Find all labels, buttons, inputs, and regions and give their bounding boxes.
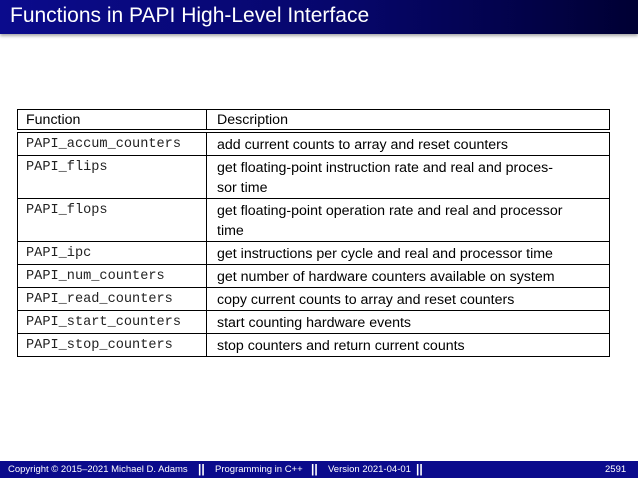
slide-title-bar	[0, 0, 638, 34]
table-body	[17, 132, 610, 357]
table-row	[18, 242, 609, 265]
slide-footer	[0, 461, 638, 478]
table-row	[18, 265, 609, 288]
function-name: PAPI_flips	[18, 156, 207, 198]
table-row	[18, 334, 609, 357]
description-line: time	[217, 223, 244, 239]
footer-separator: ||	[311, 462, 318, 476]
functions-table	[17, 109, 610, 357]
header-description: Description	[217, 111, 288, 128]
description-line: get floating-point operation rate and real and processor	[217, 203, 563, 219]
function-description: copy current counts to array and reset counters	[217, 292, 515, 308]
description-line: sor time	[217, 180, 268, 196]
description-line: get floating-point instruction rate and real and proces-	[217, 160, 553, 176]
function-name: PAPI_flops	[18, 199, 207, 241]
function-name: PAPI_ipc	[18, 242, 207, 264]
function-description: add current counts to array and reset counters	[217, 137, 509, 153]
function-description: stop counters and return current counts	[217, 338, 465, 354]
slide-title: Functions in PAPI High-Level Interface	[10, 4, 370, 27]
footer-version: Version 2021-04-01	[328, 464, 411, 475]
function-description: get instructions per cycle and real and processor time	[217, 246, 553, 262]
function-description: start counting hardware events	[217, 315, 412, 331]
function-name: PAPI_stop_counters	[18, 334, 207, 356]
footer-copyright: Copyright © 2015–2021 Michael D. Adams	[8, 464, 188, 475]
header-function: Function	[18, 110, 207, 129]
table-row	[18, 156, 609, 199]
function-description: get number of hardware counters available on system	[217, 269, 555, 285]
table-header	[17, 109, 610, 130]
function-name: PAPI_accum_counters	[18, 133, 207, 155]
table-row	[18, 288, 609, 311]
footer-page-number: 2591	[605, 464, 627, 475]
table-row	[18, 311, 609, 334]
table-row	[18, 133, 609, 156]
function-name: PAPI_num_counters	[18, 265, 207, 287]
footer-course: Programming in C++	[215, 464, 303, 475]
function-description	[207, 199, 609, 241]
function-description	[207, 156, 609, 198]
table-row	[18, 199, 609, 242]
footer-separator: ||	[416, 462, 423, 476]
function-name: PAPI_start_counters	[18, 311, 207, 333]
function-name: PAPI_read_counters	[18, 288, 207, 310]
footer-separator: ||	[198, 462, 205, 476]
